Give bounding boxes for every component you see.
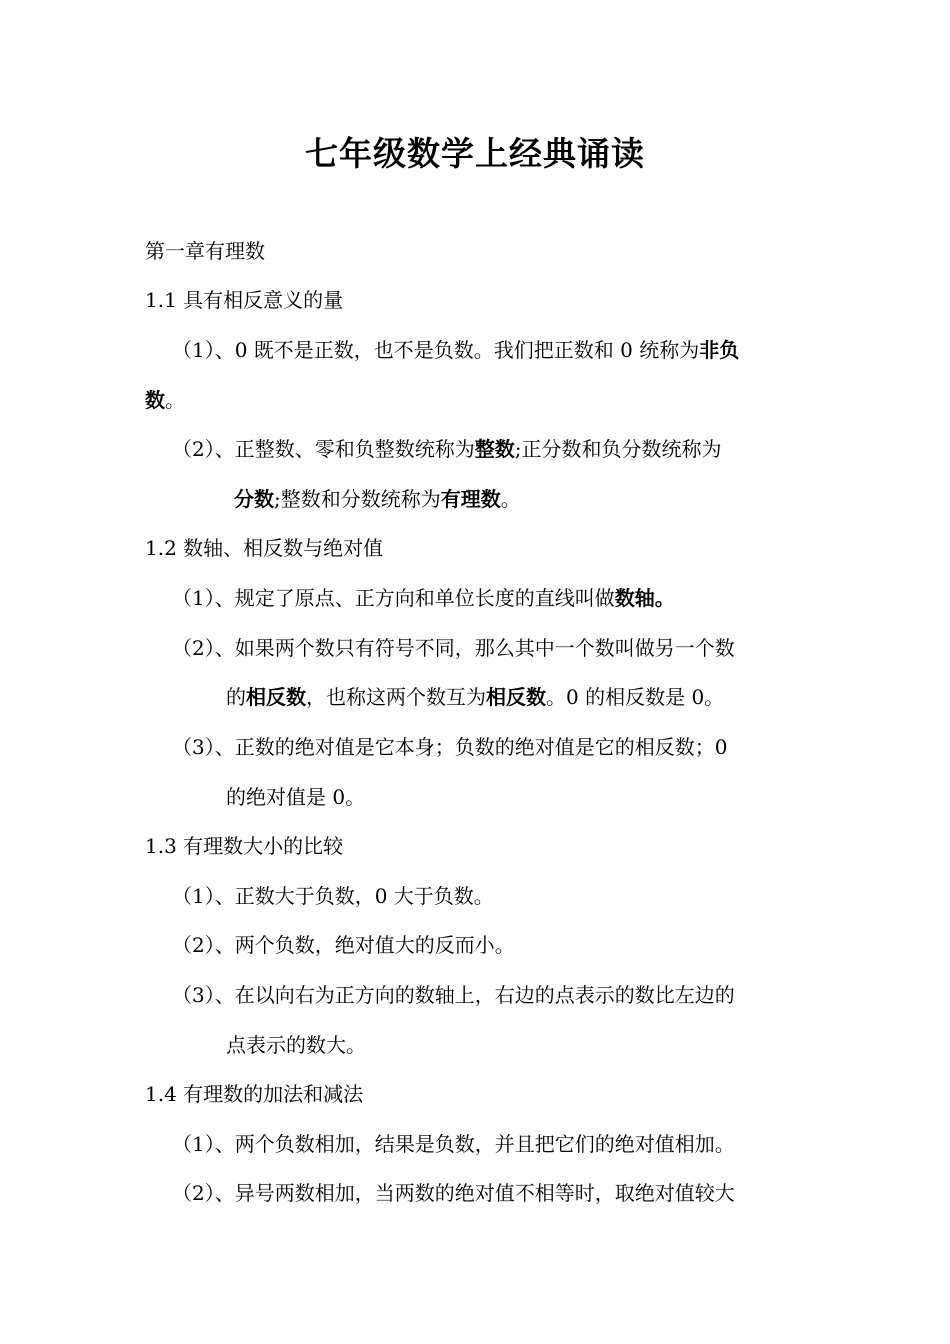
section-heading-1-2: 1.2 数轴、相反数与绝对值 <box>145 536 384 560</box>
chapter-heading: 第一章有理数 <box>145 239 265 263</box>
text-run: ;整数和分数统称为 <box>274 487 441 511</box>
paragraph-1-2-3-line2: 的绝对值是 0。 <box>226 785 366 809</box>
paragraph-1-2-3-line1: （3）、正数的绝对值是它本身；负数的绝对值是它的相反数；0 <box>172 735 728 759</box>
paragraph-1-3-3-line1: （3）、在以向右为正方向的数轴上，右边的点表示的数比左边的 <box>172 983 735 1007</box>
section-heading-1-4: 1.4 有理数的加法和减法 <box>145 1082 364 1106</box>
text-run: （1）、规定了原点、正方向和单位长度的直线叫做 <box>172 586 615 610</box>
paragraph-1-4-1: （1）、两个负数相加，结果是负数，并且把它们的绝对值相加。 <box>172 1132 735 1156</box>
paragraph-1-3-3-line2: 点表示的数大。 <box>226 1033 366 1057</box>
paragraph-1-3-2: （2）、两个负数，绝对值大的反而小。 <box>172 933 515 957</box>
text-run: 的 <box>226 685 246 709</box>
text-run: ，也称这两个数互为 <box>306 685 486 709</box>
bold-term: 相反数 <box>486 685 546 709</box>
paragraph-1-1-2-line2 <box>234 485 521 513</box>
bold-term: 非负 <box>699 338 740 362</box>
page-title: 七年级数学上经典诵读 <box>305 134 645 173</box>
text-run: （2）、正整数、零和负整数统称为 <box>172 437 475 461</box>
paragraph-1-2-2-line2 <box>226 683 724 711</box>
section-heading-1-1: 1.1 具有相反意义的量 <box>145 288 344 312</box>
text-run: （1）、0 既不是正数，也不是负数。我们把正数和 0 统称为 <box>172 338 700 362</box>
paragraph-1-2-1 <box>172 584 675 612</box>
paragraph-1-1-1-line1 <box>172 336 739 364</box>
text-run: ;正分数和负分数统称为 <box>514 437 722 461</box>
bold-term: 数 <box>145 388 165 412</box>
text-run: 。 <box>165 388 185 412</box>
bold-term: 有理数 <box>440 487 501 511</box>
bold-term: 数轴。 <box>614 586 675 610</box>
bold-term: 相反数 <box>246 685 306 709</box>
section-heading-1-3: 1.3 有理数大小的比较 <box>145 834 344 858</box>
paragraph-1-2-2-line1: （2）、如果两个数只有符号不同，那么其中一个数叫做另一个数 <box>172 636 735 660</box>
bold-term: 整数 <box>474 437 515 461</box>
text-run: 。 <box>500 487 521 511</box>
paragraph-1-4-2: （2）、异号两数相加，当两数的绝对值不相等时，取绝对值较大 <box>172 1181 735 1205</box>
paragraph-1-1-1-line2 <box>145 386 185 414</box>
paragraph-1-1-2-line1 <box>172 435 721 463</box>
bold-term: 分数 <box>234 487 274 511</box>
paragraph-1-3-1: （1）、正数大于负数，0 大于负数。 <box>172 884 494 908</box>
text-run: 。0 的相反数是 0。 <box>546 685 725 709</box>
